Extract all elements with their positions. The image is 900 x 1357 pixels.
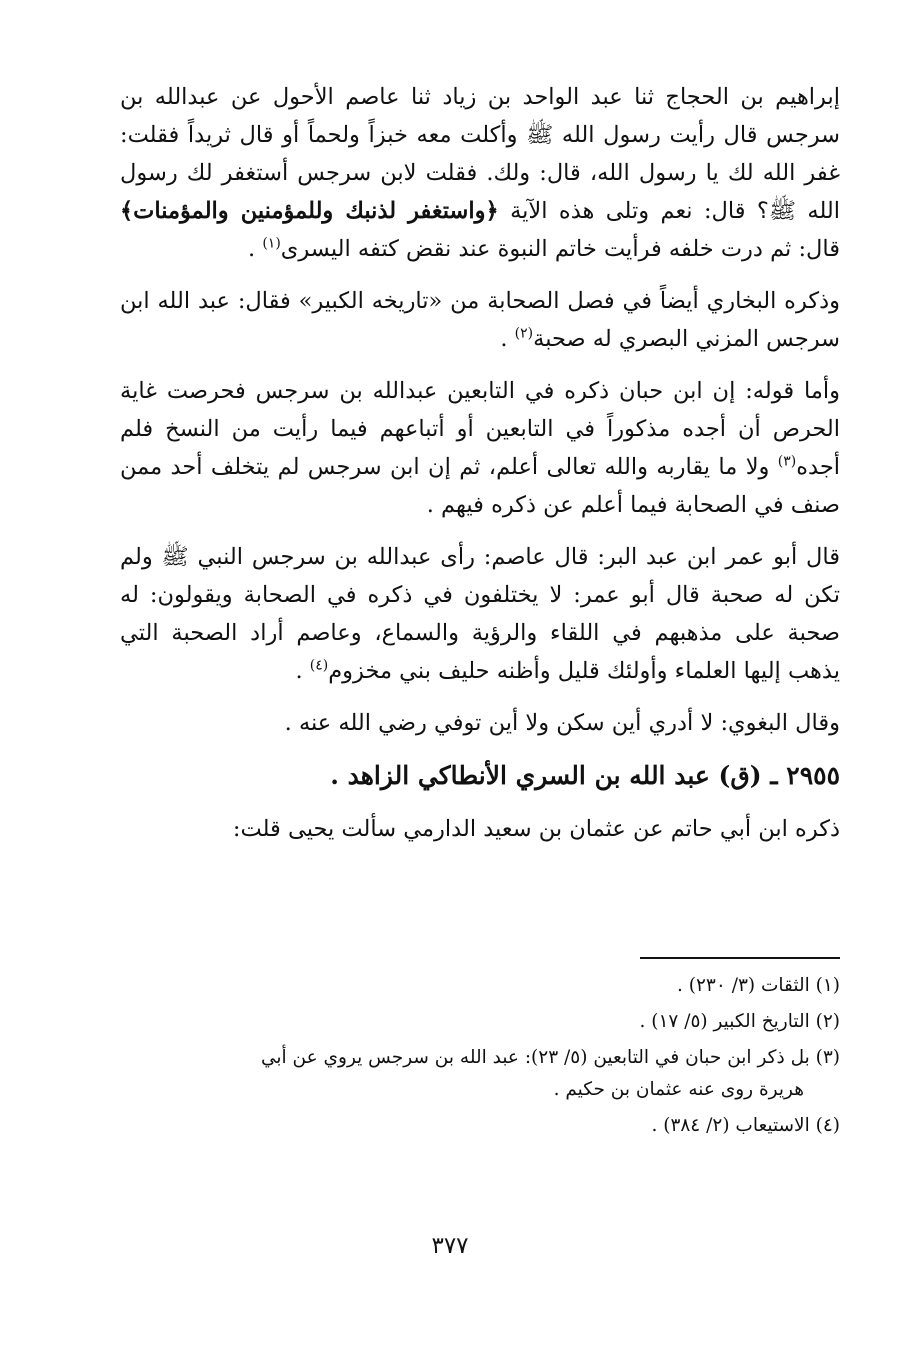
paragraph-text: وقال البغوي: لا أدري أين سكن ولا أين توفي رضي الله عنه .: [284, 710, 840, 736]
footnote-reference[interactable]: (٣): [777, 453, 797, 470]
paragraph-bukhari: [120, 282, 840, 358]
footnote-reference[interactable]: (٤): [309, 657, 329, 674]
paragraph-text: إبراهيم بن الحجاج ثنا عبد الواحد بن زياد ثنا عاصم الأحول عن عبدالله بن سرجس قال رأيت رسول الله ﷺ وأكلت معه خبزاً ولحماً أو قال ثريداً فقلت: غفر الله لك يا رسول الله، قال: ولك. فقلت لابن سرجس أستغفر لك رسول الله ﷺ؟ قال: نعم وتلى هذه الآية: [120, 84, 841, 224]
paragraph-text: ذكره ابن أبي حاتم عن عثمان بن سعيد الدارمي سألت يحيى قلت:: [232, 816, 840, 842]
paragraph-end: .: [295, 658, 310, 684]
paragraph-ibn-hibban: [120, 372, 840, 524]
quran-verse: ﴿واستغفر لذنبك وللمؤمنين والمؤمنات﴾: [120, 198, 499, 224]
footnote-text: (٣) بل ذكر ابن حبان في التابعين (٥/ ٢٣): عبد الله بن سرجس يروي عن أبي: [260, 1047, 840, 1068]
footnote-4: (٤) الاستيعاب (٢/ ٣٨٤) .: [651, 1115, 840, 1136]
footnotes: [120, 970, 840, 1146]
paragraph-text: وذكره البخاري أيضاً في فصل الصحابة من «تاريخه الكبير» فقال: عبد الله ابن سرجس المزني البصري له صحبة: [120, 288, 840, 352]
page-number: ٣٧٧: [431, 1233, 469, 1259]
paragraph-end: .: [500, 326, 515, 352]
entry-heading: ٢٩٥٥ ـ (ق) عبد الله بن السري الأنطاكي الزاهد .: [330, 761, 840, 790]
paragraph-ibn-abi-hatim: [120, 810, 840, 848]
paragraph-text: وأما قوله: إن ابن حبان ذكره في التابعين عبدالله بن سرجس فحرصت غاية الحرص أن أجده مذكوراً في التابعين أو أتباعهم فيما رأيت من النسخ فلم أجده: [120, 378, 840, 480]
paragraph-text: قال: ثم درت خلفه فرأيت خاتم النبوة عند نقض كتفه اليسرى: [280, 236, 840, 262]
paragraph-hadith: [120, 78, 840, 268]
footnote-divider: [640, 957, 840, 959]
main-text: [120, 78, 840, 862]
paragraph-baghawi: [120, 704, 840, 742]
footnote-reference[interactable]: (١): [262, 235, 281, 252]
footnote-3: [120, 1042, 840, 1106]
footnote-2: (٢) التاريخ الكبير (٥/ ١٧) .: [639, 1011, 840, 1032]
paragraph-ibn-abd-al-barr: [120, 538, 840, 690]
paragraph-end: .: [248, 236, 263, 262]
footnote-continuation: هريرة روى عنه عثمان بن حكيم .: [553, 1079, 804, 1100]
paragraph-text: ولا ما يقاربه والله تعالى أعلم، ثم إن ابن سرجس لم يتخلف أحد ممن صنف في الصحابة فيما أعلم عن ذكره فيهم .: [120, 454, 840, 518]
footnote-1: (١) الثقات (٣/ ٢٣٠) .: [677, 975, 840, 996]
footnote-reference[interactable]: (٢): [514, 325, 534, 342]
paragraph-text: قال أبو عمر ابن عبد البر: قال عاصم: رأى عبدالله بن سرجس النبي ﷺ ولم تكن له صحبة قال أبو عمر: لا يختلفون في ذكره في الصحابة ويقولون: له صحبة على مذهبهم في اللقاء والرؤية والسماع، وعاصم أراد الصحبة التي يذهب إليها العلماء وأولئك قليل وأظنه حليف بني مخزوم: [120, 544, 840, 684]
